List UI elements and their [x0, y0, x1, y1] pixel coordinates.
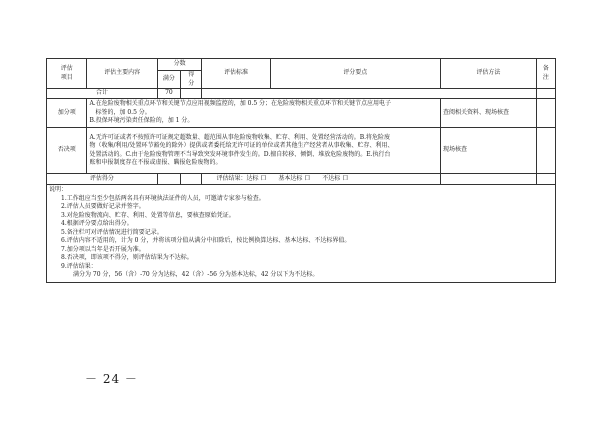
veto-label: 否决项 — [47, 128, 87, 174]
note-result-detail: 满分为 70 分，56（含）-70 分为达标，42（含）-56 分为基本达标，42 分以下为不达标。 — [73, 271, 319, 278]
assessment-table — [46, 58, 556, 283]
bonus-method: 查阅相关资料、现场核查 — [440, 99, 536, 128]
header-points: 评分要点 — [270, 59, 440, 89]
score-got-cell — [181, 174, 202, 185]
veto-line-3: 处置活动的。C.由于危险废物管理不当导致突发环境事件发生的。D.擅自转移、倾倒、堆放危险废物的。E.执行台 — [89, 150, 391, 158]
bonus-label: 加分项 — [47, 99, 87, 128]
header-content: 评估主要内容 — [87, 59, 157, 89]
score-note-cell — [536, 174, 555, 185]
header-item: 评估 项目 — [47, 59, 87, 89]
score-label: 评估得分 — [47, 174, 158, 185]
note-item: 4.根据评分要点给出得分。 — [61, 220, 133, 227]
veto-note-cell — [536, 128, 555, 174]
header-full-score: 满分 — [157, 71, 180, 89]
bonus-note-cell — [536, 99, 555, 128]
total-got-cell — [181, 89, 202, 99]
result-label: 评估结果 — [216, 174, 241, 182]
result-options: ：达标 口 基本达标 口 不达标 口 — [240, 174, 349, 182]
note-item: 8.否决项，即该项不得分，则评估结果为不达标。 — [61, 254, 193, 261]
bonus-line-2: 标签的，加 0.5 分。 — [95, 108, 151, 116]
note-item: 9.评估结果： — [61, 262, 97, 270]
veto-criteria — [87, 128, 441, 174]
total-empty-cell — [202, 89, 536, 99]
total-full: 70 — [157, 89, 180, 99]
header-standard: 评估标准 — [202, 59, 270, 89]
note-item: 2.评估人员要做好记录并签字。 — [61, 203, 145, 210]
page-number: － 24 － — [85, 372, 138, 386]
note-item: 1.工作组应当至少包括两名具有环境执法证件的人员，可邀请专家参与检查。 — [61, 194, 265, 202]
veto-line-4: 账和申报制度存在不报或虚报、瞒报危险废物的。 — [89, 159, 222, 166]
bonus-criteria — [87, 99, 441, 128]
veto-line-2: 物（收集/利用/处置环节豁免的除外）提供或者委托给无许可证的单位或者其他生产经营者从事收集、贮存、利用、 — [89, 142, 394, 149]
header-note: 备 注 — [536, 59, 555, 89]
veto-line-1: A.无许可证或者不按照许可证规定超数量、超范围从事危险废物收集、贮存、利用、处置经营活动的。B.将危险废 — [89, 133, 391, 141]
header-score: 分数 — [157, 59, 202, 71]
score-method-cell — [440, 174, 536, 185]
note-item: 5.备注栏可对评估情况进行简要记录。 — [61, 228, 163, 236]
header-got-score: 得 分 — [181, 71, 202, 89]
score-full-cell — [157, 174, 180, 185]
total-note-cell — [536, 89, 555, 99]
note-item: 3.对危险废物流向、贮存、利用、处置等信息，要核查原始凭证。 — [61, 211, 235, 219]
veto-method: 现场核查 — [440, 128, 536, 174]
bonus-line-3: B.投保环境污染责任保险的，加 1 分。 — [89, 117, 194, 125]
note-item: 7.加分项以当年是否开展为准。 — [61, 245, 145, 253]
note-item: 6.评估内容不适用的，计为 0 分，并将该项分值从满分中扣除后，按比例换算达标、基本达标、不达标界值。 — [61, 237, 351, 244]
bonus-line-1: A.在危险废物相关重点环节和关键节点应用视频监控的，加 0.5 分；在危险废物相关重点环节和关键节点应用电子 — [89, 100, 392, 108]
score-result — [202, 174, 441, 185]
header-method: 评估方法 — [440, 59, 536, 89]
notes-title: 说明： — [49, 186, 68, 193]
notes-section — [47, 185, 556, 283]
total-label: 合计 — [47, 89, 158, 99]
